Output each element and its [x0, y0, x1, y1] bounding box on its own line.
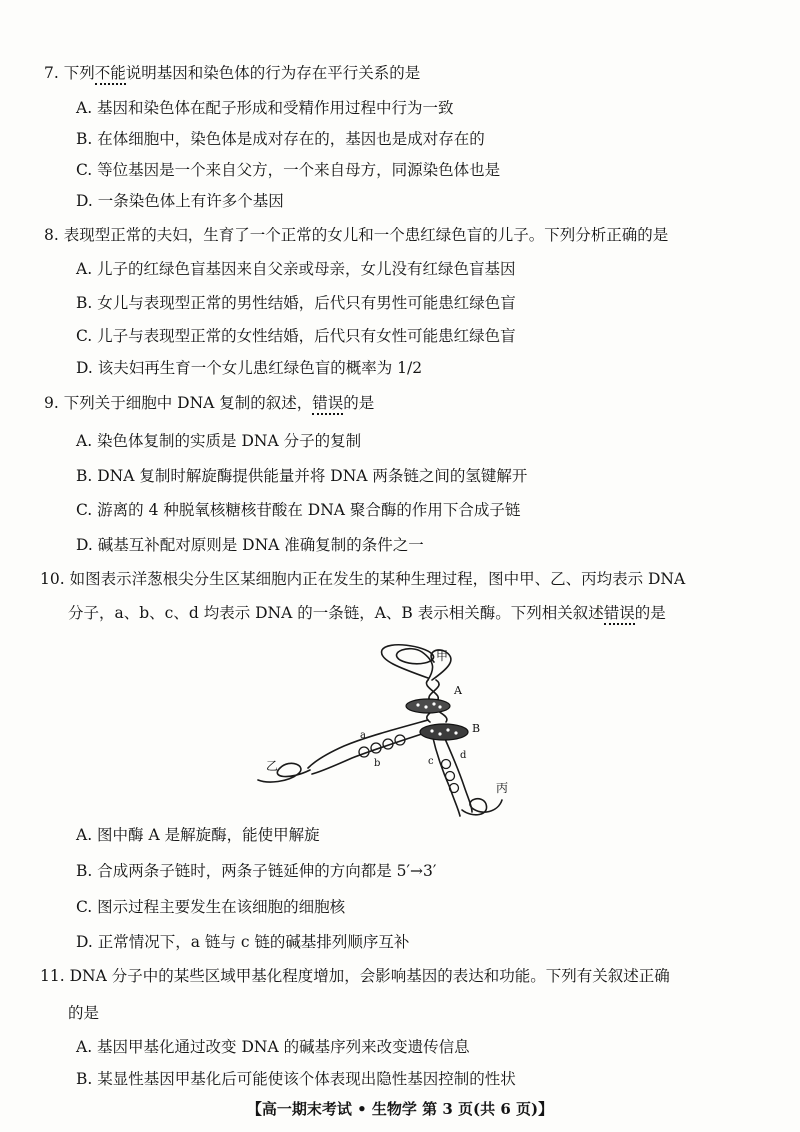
question-8-option-c: C. 儿子与表现型正常的女性结婚，后代只有女性可能患红绿色盲 — [76, 327, 516, 345]
question-9-option-d: D. 碱基互补配对原则是 DNA 准确复制的条件之一 — [76, 536, 424, 554]
question-8-stem: 8. 表现型正常的夫妇，生育了一个正常的女儿和一个患红绿色盲的儿子。下列分析正确的是 — [44, 226, 669, 244]
question-11-stem-line1: 11. DNA 分子中的某些区域甲基化程度增加，会影响基因的表达和功能。下列有关叙述正确 — [40, 967, 670, 985]
question-10-option-b: B. 合成两条子链时，两条子链延伸的方向都是 5′→3′ — [76, 862, 437, 880]
question-7-option-d: D. 一条染色体上有许多个基因 — [76, 192, 284, 210]
label-a: a — [360, 730, 366, 741]
question-8-option-a: A. 儿子的红绿色盲基因来自父亲或母亲，女儿没有红绿色盲基因 — [76, 260, 516, 278]
parent-dna-coil-jia — [382, 645, 434, 680]
enzyme-a-ellipse — [406, 699, 450, 713]
dna-replication-figure — [250, 640, 550, 820]
question-11-stem-line2: 的是 — [68, 1004, 100, 1022]
label-jia: 甲 — [436, 649, 449, 663]
question-11-option-a: A. 基因甲基化通过改变 DNA 的碱基序列来改变遗传信息 — [76, 1038, 470, 1056]
fragment-loop — [442, 760, 451, 769]
question-9-option-c: C. 游离的 4 种脱氧核糖核苷酸在 DNA 聚合酶的作用下合成子链 — [76, 501, 521, 519]
question-11-option-b: B. 某显性基因甲基化后可能使该个体表现出隐性基因控制的性状 — [76, 1070, 516, 1088]
label-b: b — [374, 758, 381, 769]
question-10-option-d: D. 正常情况下，a 链与 c 链的碱基排列顺序互补 — [76, 933, 410, 951]
question-9-option-b: B. DNA 复制时解旋酶提供能量并将 DNA 两条链之间的氢键解开 — [76, 467, 528, 485]
enzyme-b-ellipse — [420, 724, 468, 740]
fragment-loop — [446, 772, 455, 781]
page-footer: 【高一期末考试 • 生物学 第 3 页(共 6 页)】 — [246, 1100, 554, 1118]
question-7-option-c: C. 等位基因是一个来自父方，一个来自母方，同源染色体也是 — [76, 161, 501, 179]
question-10-option-c: C. 图示过程主要发生在该细胞的细胞核 — [76, 898, 346, 916]
question-10-stem-line2: 分子，a、b、c、d 均表示 DNA 的一条链，A、B 表示相关酶。下列相关叙述错误的是 — [68, 602, 666, 624]
daughter-dna-coil-bing — [462, 799, 502, 815]
fragment-loop — [450, 784, 459, 793]
daughter-strand-d — [442, 732, 472, 812]
label-yi: 乙 — [266, 759, 279, 773]
question-7-option-b: B. 在体细胞中，染色体是成对存在的，基因也是成对存在的 — [76, 130, 485, 148]
question-7-stem: 7. 下列不能说明基因和染色体的行为存在平行关系的是 — [44, 62, 420, 84]
label-enzyme-a: A — [454, 684, 462, 697]
question-9-stem: 9. 下列关于细胞中 DNA 复制的叙述，错误的是 — [44, 392, 374, 414]
daughter-strand-a — [308, 720, 428, 768]
question-10-option-a: A. 图中酶 A 是解旋酶，能使甲解旋 — [76, 826, 320, 844]
question-8-option-b: B. 女儿与表现型正常的男性结婚，后代只有男性可能患红绿色盲 — [76, 294, 516, 312]
label-c: c — [428, 756, 434, 767]
label-enzyme-b: B — [472, 722, 481, 735]
label-d: d — [460, 750, 467, 761]
question-9-option-a: A. 染色体复制的实质是 DNA 分子的复制 — [76, 432, 362, 450]
question-10-stem-line1: 10. 如图表示洋葱根尖分生区某细胞内正在发生的某种生理过程，图中甲、乙、丙均表示 DNA — [40, 570, 686, 588]
question-7-option-a: A. 基因和染色体在配子形成和受精作用过程中行为一致 — [76, 99, 454, 117]
label-bing: 丙 — [496, 781, 509, 795]
question-8-option-d: D. 该夫妇再生育一个女儿患红绿色盲的概率为 1/2 — [76, 359, 423, 377]
